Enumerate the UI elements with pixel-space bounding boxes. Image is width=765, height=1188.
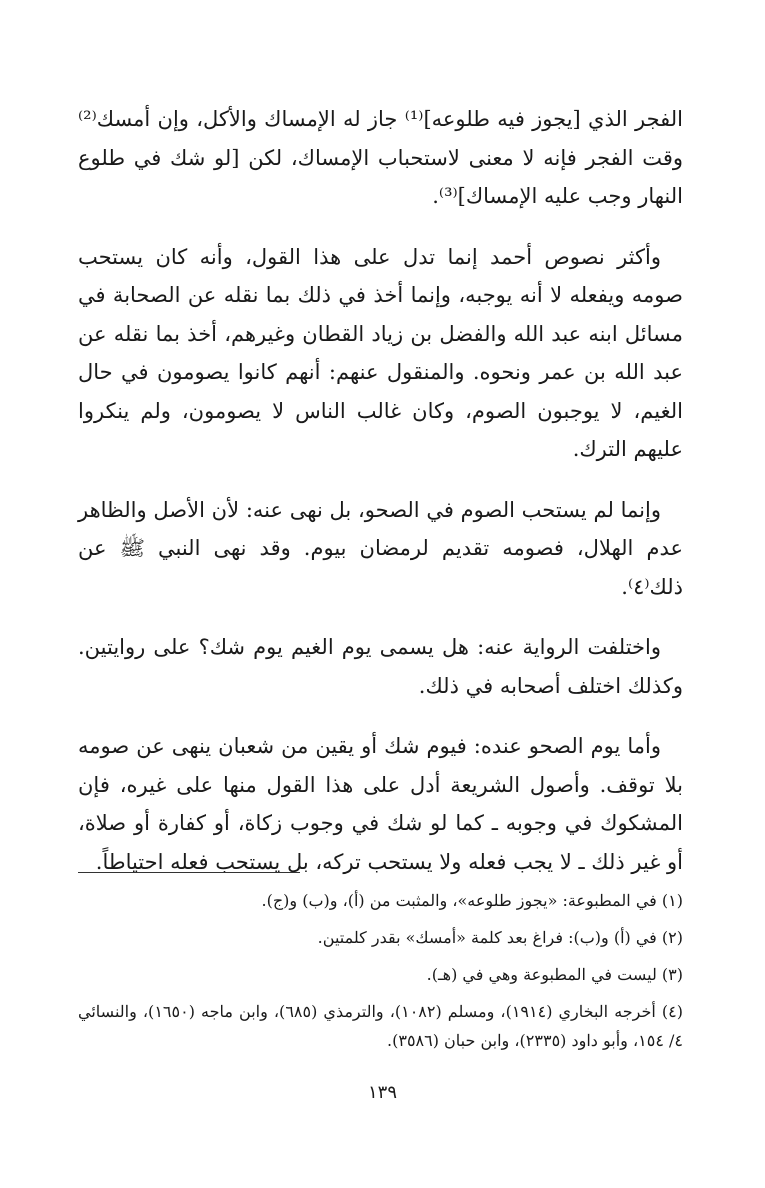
- footnotes: [78, 886, 683, 1063]
- footnote-3: (٣) ليست في المطبوعة وهي في (هـ).: [426, 965, 683, 984]
- footnote-divider: [78, 872, 300, 873]
- footnote-1: (١) في المطبوعة: «يجوز طلوعه»، والمثبت من (أ)، و(ب) و(ج).: [261, 891, 683, 910]
- page-body: [78, 100, 683, 903]
- paragraph-3: وإنما لم يستحب الصوم في الصحو، بل نهى عنه: لأن الأصل والظاهر عدم الهلال، فصومه تقديم لرمضان بيوم. وقد نهى النبي ﷺ عن ذلك⁽٤⁾.: [78, 497, 683, 599]
- footnote-2: (٢) في (أ) و(ب): فراغ بعد كلمة «أمسك» بقدر كلمتين.: [317, 928, 683, 947]
- paragraph-4: واختلفت الرواية عنه: هل يسمى يوم الغيم يوم شك؟ على روايتين. وكذلك اختلف أصحابه في ذلك.: [78, 635, 683, 698]
- page-number: ١٣٩: [367, 1082, 397, 1103]
- paragraph-2: وأكثر نصوص أحمد إنما تدل على هذا القول، وأنه كان يستحب صومه ويفعله لا أنه يوجبه، وإنما أخذ في ذلك بما نقله عن الصحابة في مسائل ابنه عبد الله والفضل بن زياد القطان وغيرهم، أخذ بما نقله عن عبد الله بن عمر ونحوه. والمنقول عنهم: أنهم كانوا يصومون في حال الغيم، لا يوجبون الصوم، وكان غالب الناس لا يصومون، ولم ينكروا عليهم الترك.: [78, 244, 683, 461]
- footnote-4: (٤) أخرجه البخاري (١٩١٤)، ومسلم (١٠٨٢)، والترمذي (٦٨٥)، وابن ماجه (١٦٥٠)، والنسائي ٤/ ١٥٤، وأبو داود (٢٣٣٥)، وابن حبان (٣٥٨٦).: [78, 1002, 684, 1050]
- paragraph-5: وأما يوم الصحو عنده: فيوم شك أو يقين من شعبان ينهى عن صومه بلا توقف. وأصول الشريعة أدل على هذا القول منها على غيره، فإن المشكوك في وجوبه ـ كما لو شك في وجوب زكاة، أو كفارة أو صلاة، أو غير ذلك ـ لا يجب فعله ولا يستحب تركه، بل يستحب فعله احتياطاً.: [78, 734, 683, 874]
- paragraph-1: الفجر الذي [يجوز فيه طلوعه]⁽¹⁾ جاز له الإمساك والأكل، وإن أمسك⁽²⁾ وقت الفجر فإنه لا معنى لاستحباب الإمساك، لكن [لو شك في طلوع النهار وجب عليه الإمساك]⁽³⁾.: [78, 107, 683, 208]
